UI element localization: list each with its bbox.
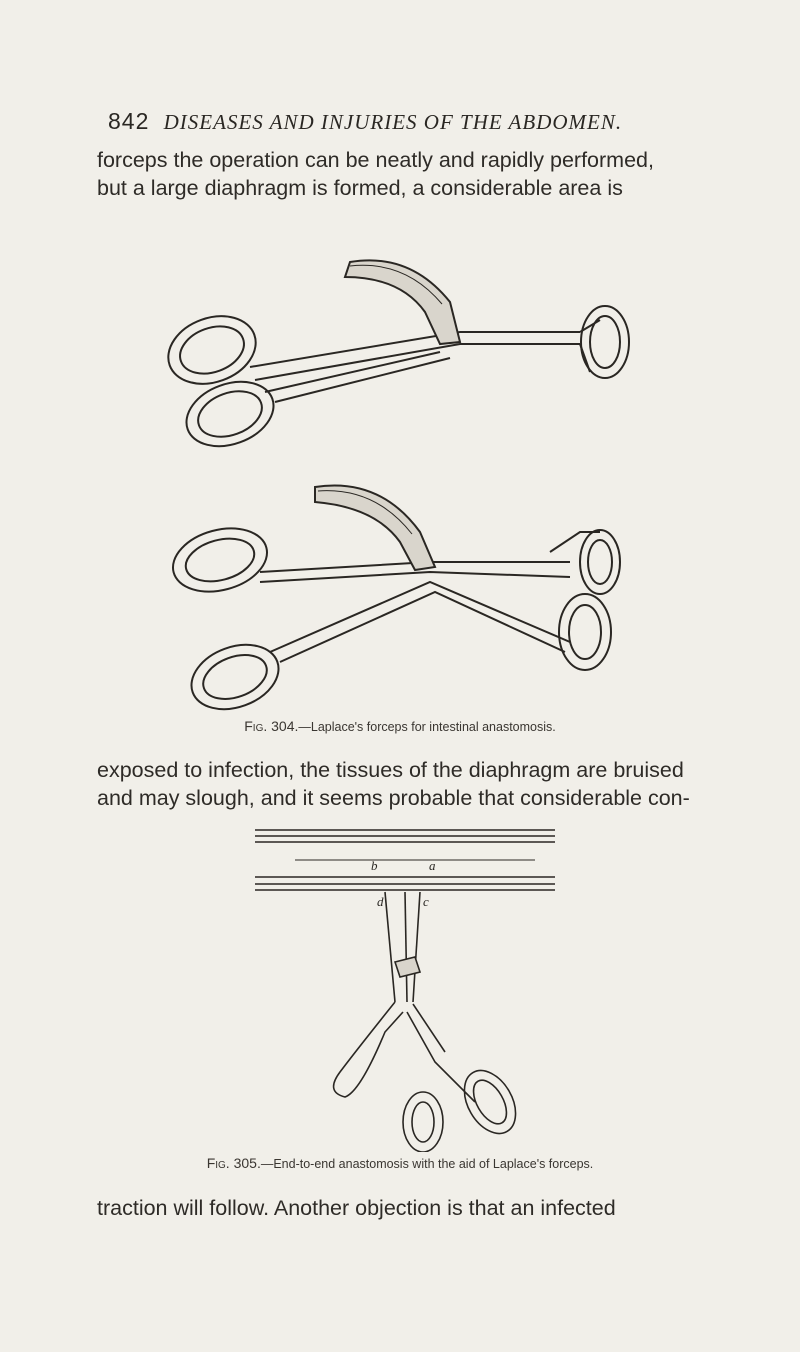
- text-line: traction will follow. Another objection is that an infected: [97, 1196, 616, 1220]
- text-line: but a large diaphragm is formed, a considerable area is: [97, 176, 623, 200]
- intestine-segment: [255, 830, 555, 890]
- page-number: 842: [108, 108, 150, 134]
- figure-label: Fig. 304.: [244, 718, 299, 734]
- caption-text: —End-to-end anastomosis with the aid of Laplace's forceps.: [260, 1157, 594, 1171]
- label-c: c: [423, 894, 429, 909]
- forceps-upper: [159, 260, 629, 457]
- label-b: b: [371, 858, 378, 873]
- forceps-vertical: [334, 892, 526, 1152]
- text-line: forceps the operation can be neatly and rapidly performed,: [97, 148, 654, 172]
- forceps-lower: [166, 485, 620, 712]
- running-title: DISEASES AND INJURIES OF THE ABDOMEN.: [163, 110, 623, 134]
- caption-text: —Laplace's forceps for intestinal anastomosis.: [298, 720, 556, 734]
- figure-304-illustration: [150, 232, 650, 712]
- figure-305-caption: [0, 1155, 800, 1171]
- paragraph-3: [97, 1194, 709, 1222]
- figure-304-caption: [0, 718, 800, 734]
- label-a: a: [429, 858, 436, 873]
- label-d: d: [377, 894, 384, 909]
- text-line: exposed to infection, the tissues of the diaphragm are bruised: [97, 758, 684, 782]
- paragraph-2: [97, 756, 709, 812]
- running-header: [108, 108, 708, 135]
- figure-label: Fig. 305.: [206, 1155, 261, 1171]
- text-line: and may slough, and it seems probable that considerable con-: [97, 786, 690, 810]
- figure-305-illustration: [245, 822, 575, 1152]
- paragraph-1: [97, 146, 709, 202]
